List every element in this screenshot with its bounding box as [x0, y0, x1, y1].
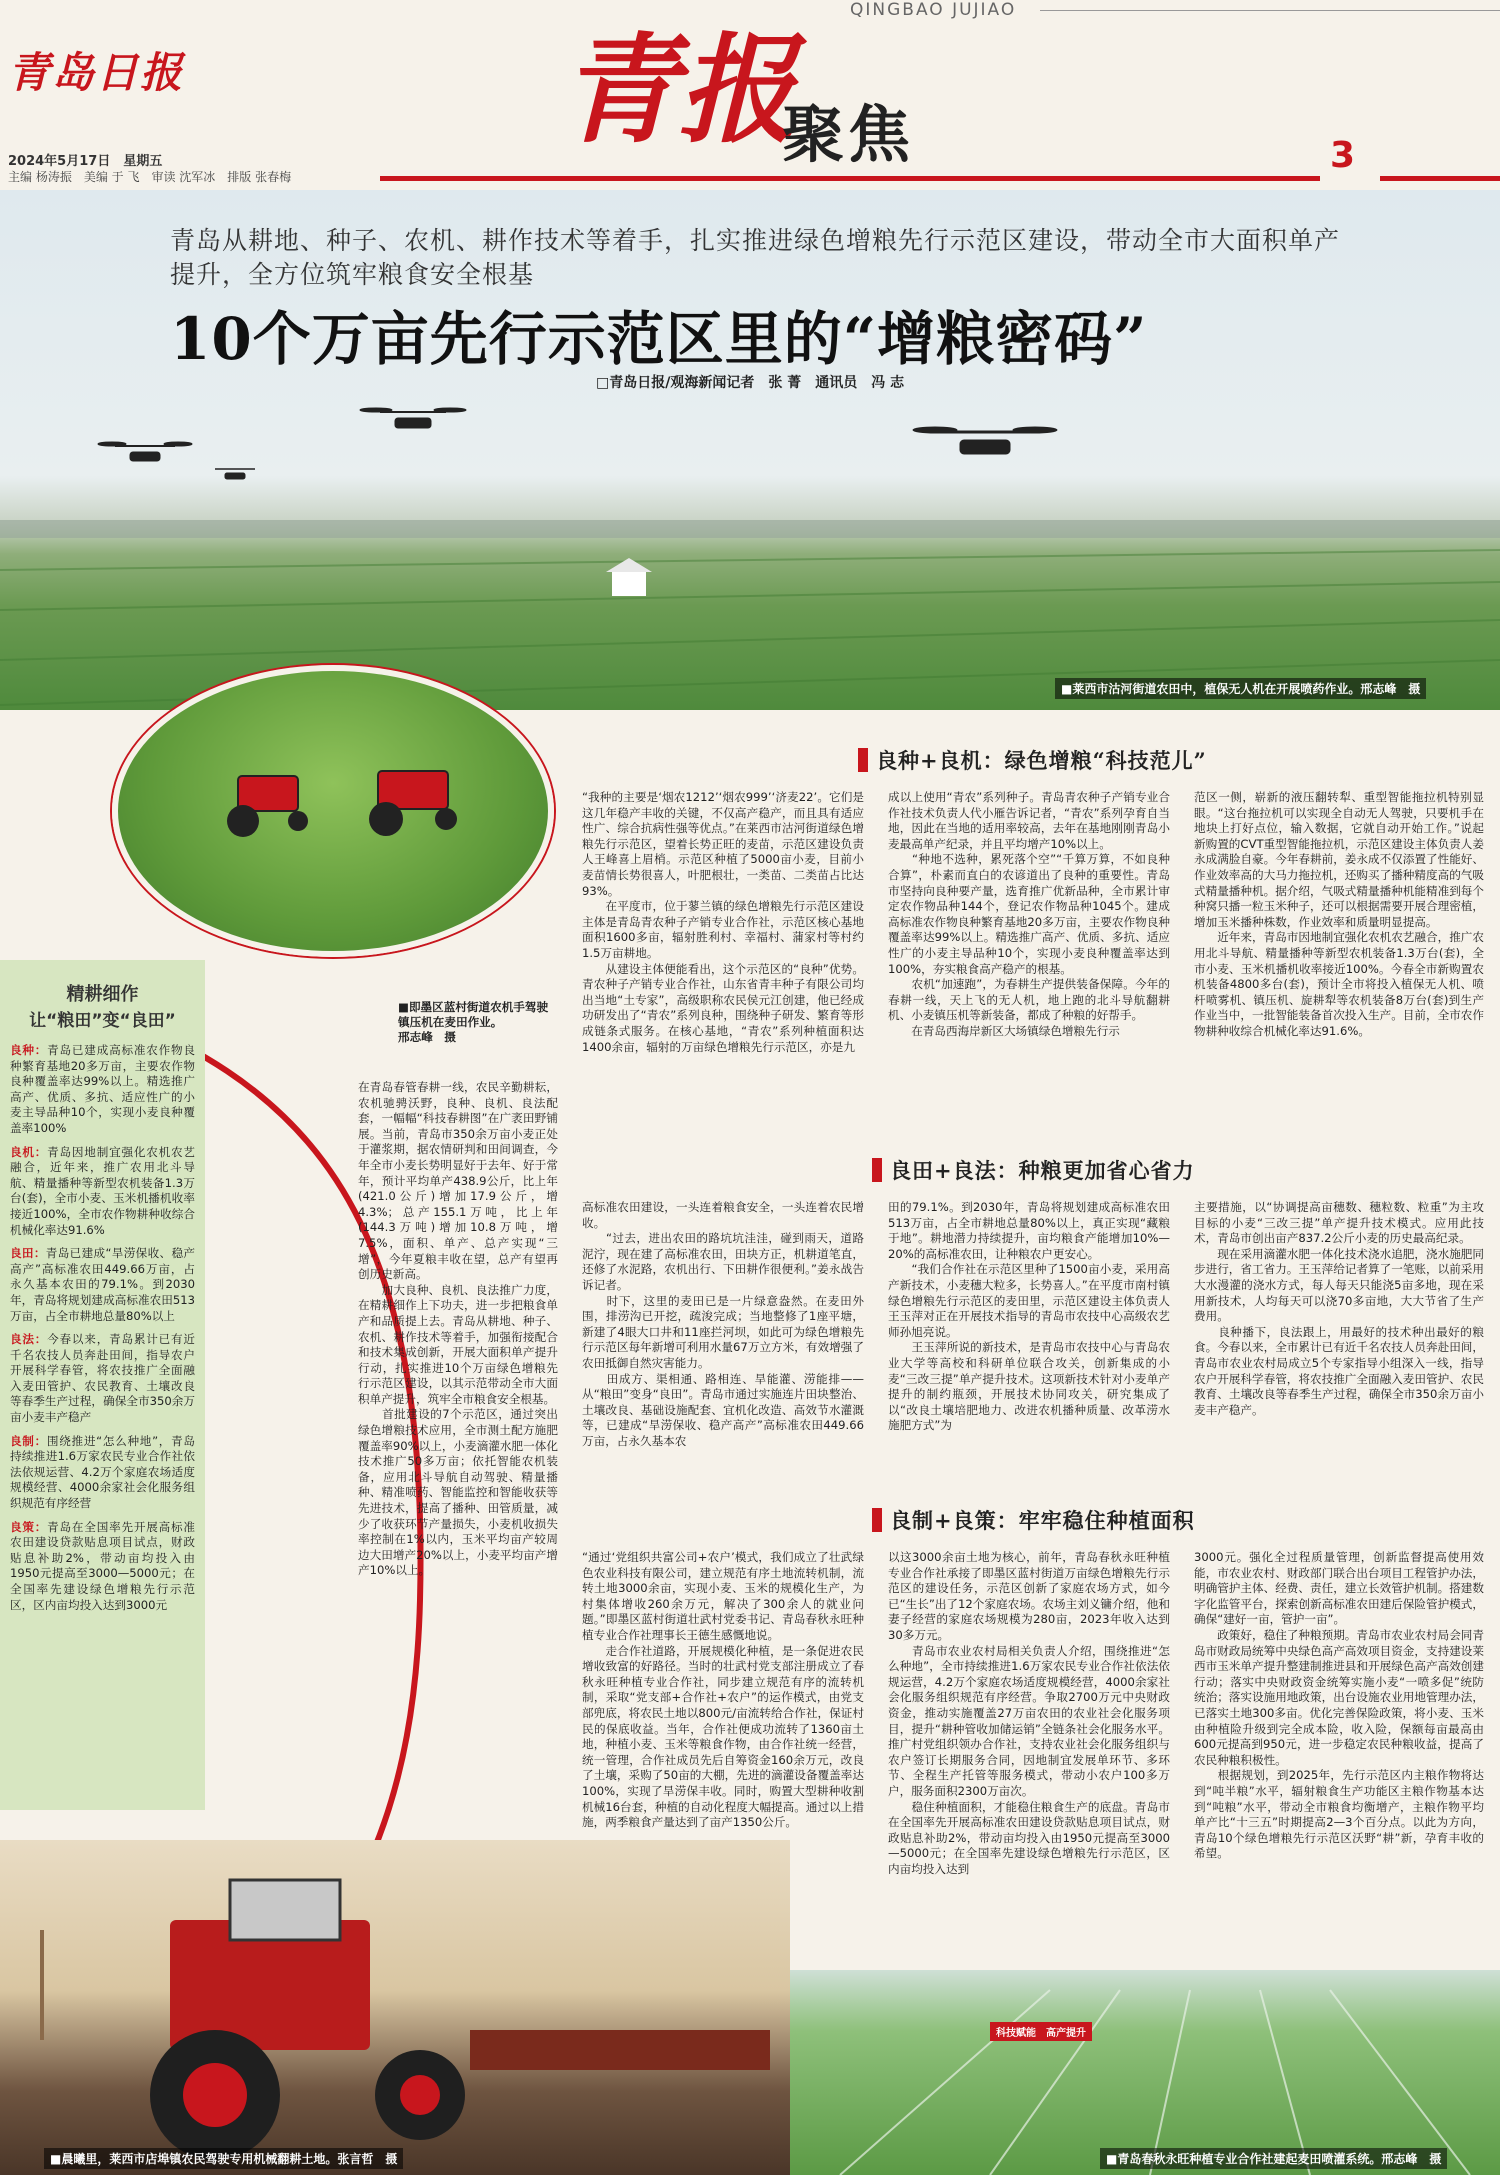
bottom-right-caption: ■青岛春秋永旺种植专业合作社建起麦田喷灌系统。邢志峰 摄	[1100, 2148, 1447, 2169]
sidebar-item-method: 良法：今春以来，青岛累计已有近千名农技人员奔赴田间，指导农户开展科学春管，将农技推广全面融入麦田管护、农民教育、土壤改良等春季生产过程，确保全市350余万亩小麦丰产稳产	[10, 1332, 195, 1425]
issue-date: 2024年5月17日 星期五	[8, 154, 163, 169]
bottom-right-photo	[790, 1970, 1500, 2175]
sidebar-item-field: 良田：青岛已建成“旱涝保收、稳产高产”高标准农田449.66万亩，占永久基本农田的79.1%。到2030年，青岛将规划建成高标准农田513万亩，占全市耕地总量80%以上	[10, 1246, 195, 1323]
header-top-label: QINGBAO JUJIAO	[850, 0, 1017, 20]
hero-photo-caption: ■莱西市沽河街道农田中，植保无人机在开展喷药作业。邢志峰 摄	[1055, 678, 1426, 699]
irrigation-field-art	[790, 1970, 1500, 2175]
section-title-jujiao: 聚焦	[782, 98, 915, 171]
drone-icon	[98, 442, 192, 461]
s1-column-2: 成以上使用“青农”系列种子。青岛青农种子产销专业合作社技术负责人代小雁告诉记者，“青农”系列孕育自当地，因此在当地的适用率较高，去年在基地刚刚青岛小麦最高单产纪录，并且平均增产10%以上。 “种地不选种，累死落个空”“千算万算，不如良种合算”，朴素而直白的农谚道出了良种的重要性。青岛市坚持向良种要产量，选育推广优新品种，全市累计审定农作物品种144个，登记农作物品种1045个。建成高标准农作物良种繁育基地20多万亩，主要农作物良种覆盖率达99%以上。精选推广高产、优质、多抗、适应性广的小麦主导品种10个，实现小麦良种覆盖率达到100%，夯实粮食高产稳产的根基。 农机“加速跑”，为春耕生产提供装备保障。今年的春耕一线，天上飞的无人机，地上跑的北斗导航翻耕机、小麦镇压机等新装备，都成了种粮的好帮手。 在青岛西海岸新区大场镇绿色增粮先行示	[888, 790, 1170, 1038]
bottom-left-photo	[0, 1840, 790, 2175]
heading-marker	[872, 1508, 882, 1532]
masthead	[0, 0, 1500, 185]
masthead-rule	[380, 176, 1320, 181]
sidebar-item-machine: 良机：青岛因地制宜强化农机农艺融合，近年来，推广农用北斗导航、精量播种等新型农机装备1.3万台(套)，全市小麦、玉米机播机收率接近100%，全市农作物耕种收综合机械化率达91.6%	[10, 1144, 195, 1237]
field-sign: 科技赋能 高产提升	[990, 2022, 1092, 2041]
s1-column-3: 范区一侧，崭新的液压翻转犁、重型智能拖拉机特别显眼。“这台拖拉机可以实现全自动无人驾驶，只要机手在地块上打好点位，输入数据，它就自动开始工作。”说起新购置的CVT重型智能拖拉机，示范区建设主体负责人姜永成满脸自豪。今年春耕前，姜永成不仅添置了性能好、作业效率高的大马力拖拉机，还购买了播种精度高的气吸式精量播种机。据介绍，气吸式精量播种机能精准到每个种窝只播一粒玉米种子，还可以根据需要开展合理密植，增加玉米播种株数，作业效率和质量明显提高。 近年来，青岛市因地制宜强化农机农艺融合，推广农用北斗导航、精量播种等新型农机装备1.3万台(套)，全市小麦、玉米机播机收率接近100%。今春全市新购置农机装备4800多台(套)，预计全市将投入植保无人机、喷杆喷雾机、镇压机、旋耕犁等农机装备8万台(套)到生产作业当中，一批智能装备首次投入生产。目前，全市农作物耕种收综合机械化率达91.6%。	[1194, 790, 1484, 1038]
s2-column-3: 主要措施，以“协调提高亩穗数、穗粒数、粒重”为主攻目标的小麦“三改三提”单产提升技术模式。应用此技术，青岛市创出亩产837.2公斤小麦的历史最高纪录。 现在采用滴灌水肥一体化技术浇水追肥，浇水施肥同步进行，省工省力。王玉萍给记者算了一笔账，以前采用大水漫灌的浇水方式，每人每天只能浇5亩多地，现在采用新技术，人均每天可以浇70多亩地，大大节省了生产费用。 良种播下，良法跟上，用最好的技术种出最好的粮食。今春以来，全市累计已有近千名农技人员奔赴田间，青岛市农业农村局成立5个专家指导小组深入一线，指导农户开展科学春管，将农技推广全面融入麦田管护、农民教育、土壤改良等春季生产过程，确保全市350余万亩小麦丰产稳产。	[1194, 1200, 1484, 1417]
sidebar-item-seed: 良种：青岛已建成高标准农作物良种繁育基地20多万亩，主要农作物良种覆盖率达99%以上。精选推广高产、优质、多抗、适应性广的小麦主导品种10个，实现小麦良种覆盖率100%	[10, 1043, 195, 1135]
drone-icon	[913, 427, 1057, 454]
s3-column-3: 3000元。强化全过程质量管理，创新监督提高使用效能，市农业农村、财政部门联合出台项目工程管护办法，明确管护主体、经费、责任，建立长效管护机制。搭建数字化监管平台，探索创新高标准农田建后保险管护模式，确保“建好一亩，管护一亩”。 政策好，稳住了种粮预期。青岛市农业农村局会同青岛市财政局统筹中央绿色高产高效项目资金，支持建设莱西市玉米单产提升整建制推进县和开展绿色高产高效创建行动；落实中央财政资金统筹实施小麦“一喷多促”统防统治；落实设施用地政策，出台设施农业用地管理办法，已落实土地300多亩。优化完善保险政策，将小麦、玉米由种植险升级到完全成本险，收入险，保额每亩最高由600元提高到950元，进一步稳定农民种粮收益，提高了农民种粮积极性。 根据规划，到2025年，先行示范区内主粮作物将达到“吨半粮”水平，辐射粮食生产功能区主粮作物基本达到“吨粮”水平，带动全市粮食均衡增产，主粮作物平均单产比“十三五”时期提高2—3个百分点。以此为方向，青岛10个绿色增粮先行示范区沃野“耕”新，孕育丰收的希望。	[1194, 1550, 1484, 1861]
sidebar-item-system: 良制：围绕推进“怎么种地”，青岛持续推进1.6万家农民专业合作社依法依规运营、4.2万个家庭农场适度规模经营、4000余家社会化服务组织规范有序经营	[10, 1433, 195, 1511]
heading-marker	[872, 1158, 882, 1182]
circle-photo-caption: ■即墨区蓝村街道农机手驾驶镇压机在麦田作业。 邢志峰 摄	[398, 1000, 549, 1044]
headline-title: 10个万亩先行示范区里的“增粮密码”	[170, 305, 1148, 373]
byline: □青岛日报/观海新闻记者 张 菁 通讯员 冯 志	[596, 375, 905, 391]
section-heading-3: 良制+良策：牢牢稳住种植面积	[872, 1505, 1195, 1535]
pump-house	[612, 570, 646, 596]
masthead-rule-right	[1380, 176, 1500, 181]
heading-marker	[858, 748, 868, 772]
header-top-rule	[1040, 10, 1500, 11]
editors-line: 主编 杨涛振 美编 于 飞 审读 沈军冰 排版 张春梅	[8, 170, 292, 184]
section-heading-2: 良田+良法：种粮更加省心省力	[872, 1155, 1195, 1185]
s3-column-1: “通过‘党组织共富公司+农户’模式，我们成立了壮武绿色农业科技有限公司，建立规范有序土地流转机制，流转土地3000余亩，实现小麦、玉米的规模化生产，为村集体增收260余万元，解决了300余人的就业问题。”即墨区蓝村街道壮武村党委书记、青岛春秋永旺种植专业合作社理事长王德生感慨地说。 走合作社道路，开展规模化种植，是一条促进农民增收致富的好路径。当时的壮武村党支部注册成立了春秋永旺种植专业合作社，同步建立规范有序的流转机制，采取“党支部+合作社+农户”的运作模式，由党支部兜底，将农民土地以800元/亩流转给合作社，保证村民的保底收益。当年，合作社便成功流转了1360亩土地，种植小麦、玉米等粮食作物，由合作社统一经营，统一管理，合作社成员先后自筹资金160余万元，改良了土壤，采购了50亩的大棚，先进的滴灌设备覆盖率达100%，实现了旱涝保丰收。同时，购置大型耕种收割机械16台套，种植的自动化程度大幅提高。通过以上措施，两季粮食产量达到了亩产1350公斤。	[582, 1550, 864, 1830]
s1-column-1: “我种的主要是‘烟农1212’‘烟农999’‘济麦22’。它们是这几年稳产丰收的关键，不仅高产稳产，而且具有适应性广、综合抗病性强等优点。”在莱西市沽河街道绿色增粮先行示范区，望着长势正旺的麦苗，示范区建设负责人王峰喜上眉梢。示范区种植了5000亩小麦，目前小麦苗情长势很喜人，叶肥根壮，一类苗、二类苗占比达93%。 在平度市，位于蓼兰镇的绿色增粮先行示范区建设主体是青岛青农种子产销专业合作社，示范区核心基地面积1600多亩，辐射胜利村、幸福村、蒲家村等村约1.5万亩耕地。 从建设主体便能看出，这个示范区的“良种”优势。青农种子产销专业合作社，山东省青丰种子有限公司均出当地“土专家”，高级职称农民侯元江创建，他已经成功研发出了“青农”系列良种，围绕种子研发、繁育等形成链条式服务。在核心基地，“青农”系列种植面积达1400余亩，辐射的万亩绿色增粮先行示范区，亦是九	[582, 790, 864, 1054]
section-heading-1: 良种+良机：绿色增粮“科技范儿”	[858, 745, 1207, 775]
sidebar-title-1: 精耕细作	[66, 984, 139, 1005]
paper-name-logo: 青岛日报	[8, 48, 185, 97]
section-title-qingbao: 青报	[560, 20, 797, 159]
sidebar	[0, 960, 205, 1810]
s2-column-2: 田的79.1%。到2030年，青岛将规划建成高标准农田513万亩，占全市耕地总量80%以上，真正实现“藏粮于地”。耕地潜力持续提升，亩均粮食产能增加10%—20%的高标准农田，让种粮农户更安心。 “我们合作社在示范区里种了1500亩小麦，采用高产新技术，小麦穗大粒多，长势喜人。”在平度市南村镇绿色增粮先行示范区的麦田里，示范区建设主体负责人王玉萍对正在开展技术指导的青岛市农技中心高级农艺师孙旭亮说。 王玉萍所说的新技术，是青岛市农技中心与青岛农业大学等高校和科研单位联合攻关，创新集成的小麦“三改三提”单产提升技术。这项新技术针对小麦单产提升的制约瓶颈，开展技术协同攻关，研究集成了以“改良土壤培肥地力、改进农机播种质量、改革涝水施肥方式”为	[888, 1200, 1170, 1433]
sidebar-item-policy: 良策：青岛在全国率先开展高标准农田建设贷款贴息项目试点，财政贴息补助2%，带动亩均投入由1950元提高至3000—5000元；在全国率先建设绿色增粮先行示范区，区内亩均投入达到3000元	[10, 1519, 195, 1612]
intro-column: 在青岛春管春耕一线，农民辛勤耕耘，农机驰骋沃野，良种、良机、良法配套，一幅幅“科技春耕图”在广袤田野铺展。当前，青岛市350余万亩小麦正处于灌浆期，据农情研判和田间调查，今年全市小麦长势明显好于去年、好于常年，预计平均单产438.9公斤，比上年(421.0公斤)增加17.9公斤，增4.3%；总产155.1万吨，比上年(144.3万吨)增加10.8万吨，增7.5%，面积、单产、总产实现“三增”，今年夏粮丰收在望，总产有望再创历史新高。 加大良种、良机、良法推广力度，在精耕细作上下功夫，进一步把粮食单产和品质提上去。青岛从耕地、种子、农机、耕作技术等着手，加强衔接配合和技术集成创新，开展大面积单产提升行动，扎实推进10个万亩绿色增粮先行示范区建设，以其示范带动全市大面积单产提升，筑牢全市粮食安全根基。 首批建设的7个示范区，通过突出绿色增粮技术应用，全市测土配方施肥覆盖率90%以上，小麦滴灌水肥一体化技术推广50多万亩；依托智能农机装备，应用北斗导航自动驾驶、精量播种、精准喷药、智能监控和智能收获等先进技术，提高了播种、田管质量，减少了收获环节产量损失，小麦机收损失率控制在1%以内，玉米平均亩产较周边大田增产20%以上，小麦平均亩产增产10%以上。	[358, 1080, 558, 1578]
page-number: 3	[1330, 135, 1356, 176]
tree-line	[0, 520, 1500, 538]
bottom-left-caption: ■晨曦里，莱西市店埠镇农民驾驶专用机械翻耕土地。张言哲 摄	[44, 2148, 403, 2169]
sidebar-title-2: 让“粮田”变“良田”	[29, 1011, 176, 1031]
red-tractor-icon	[0, 1840, 790, 2175]
s3-column-2: 以这3000余亩土地为核心，前年，青岛春秋永旺种植专业合作社承接了即墨区蓝村街道万亩绿色增粮先行示范区的建设任务，示范区创新了家庭农场方式，如今已“生长”出了12个家庭农场。农场主刘义镛介绍，他和妻子经营的家庭农场规模为280亩，2023年收入达到30多万元。 青岛市农业农村局相关负责人介绍，围绕推进“怎么种地”，全市持续推进1.6万家农民专业合作社依法依规运营，4.2万个家庭农场适度规模经营，4000余家社会化服务组织规范有序经营。争取2700万元中央财政资金，推动实施覆盖27万亩农田的农业社会化服务项目，提升“耕种管收加储运销”全链条社会化服务水平。推广村党组织领办合作社，支持农业社会化服务组织与农户签订长期服务合同，因地制宜发展单环节、多环节、全程生产托管等服务模式，带动小农户100多万户，服务面积2300万亩次。 稳住种植面积，才能稳住粮食生产的底盘。青岛市在全国率先开展高标准农田建设贷款贴息项目试点，财政贴息补助2%，带动亩均投入由1950元提高至3000—5000元；在全国率先建设绿色增粮先行示范区，区内亩均投入达到	[888, 1550, 1170, 1876]
headline-kicker: 青岛从耕地、种子、农机、耕作技术等着手，扎实推进绿色增粮先行示范区建设，带动全市大面积单产提升，全方位筑牢粮食安全根基	[170, 226, 1341, 289]
s2-column-1: 高标准农田建设，一头连着粮食安全，一头连着农民增收。 “过去，进出农田的路坑坑洼洼，碰到雨天，道路泥泞，现在建了高标准农田，田块方正，机耕道笔直，还修了水泥路，农机出行、下田耕作很便利。”姜永战告诉记者。 时下，这里的麦田已是一片绿意盎然。在麦田外围，排涝沟已开挖，疏浚完成；当地整修了1座平塘，新建了4眼大口井和11座拦河坝，如此可为绿色增粮先行示范区每年新增可利用水量67万立方米，有效增强了农田抵御自然灾害能力。 田成方、渠相通、路相连、旱能灌、涝能排——从“粮田”变身“良田”。青岛市通过实施连片田块整治、土壤改良、基础设施配套、宜机化改造、高效节水灌溉等，已建成“旱涝保收、稳产高产”高标准农田449.66万亩，占永久基本农	[582, 1200, 864, 1448]
drone-icon	[215, 469, 255, 479]
drone-icon	[360, 408, 466, 428]
